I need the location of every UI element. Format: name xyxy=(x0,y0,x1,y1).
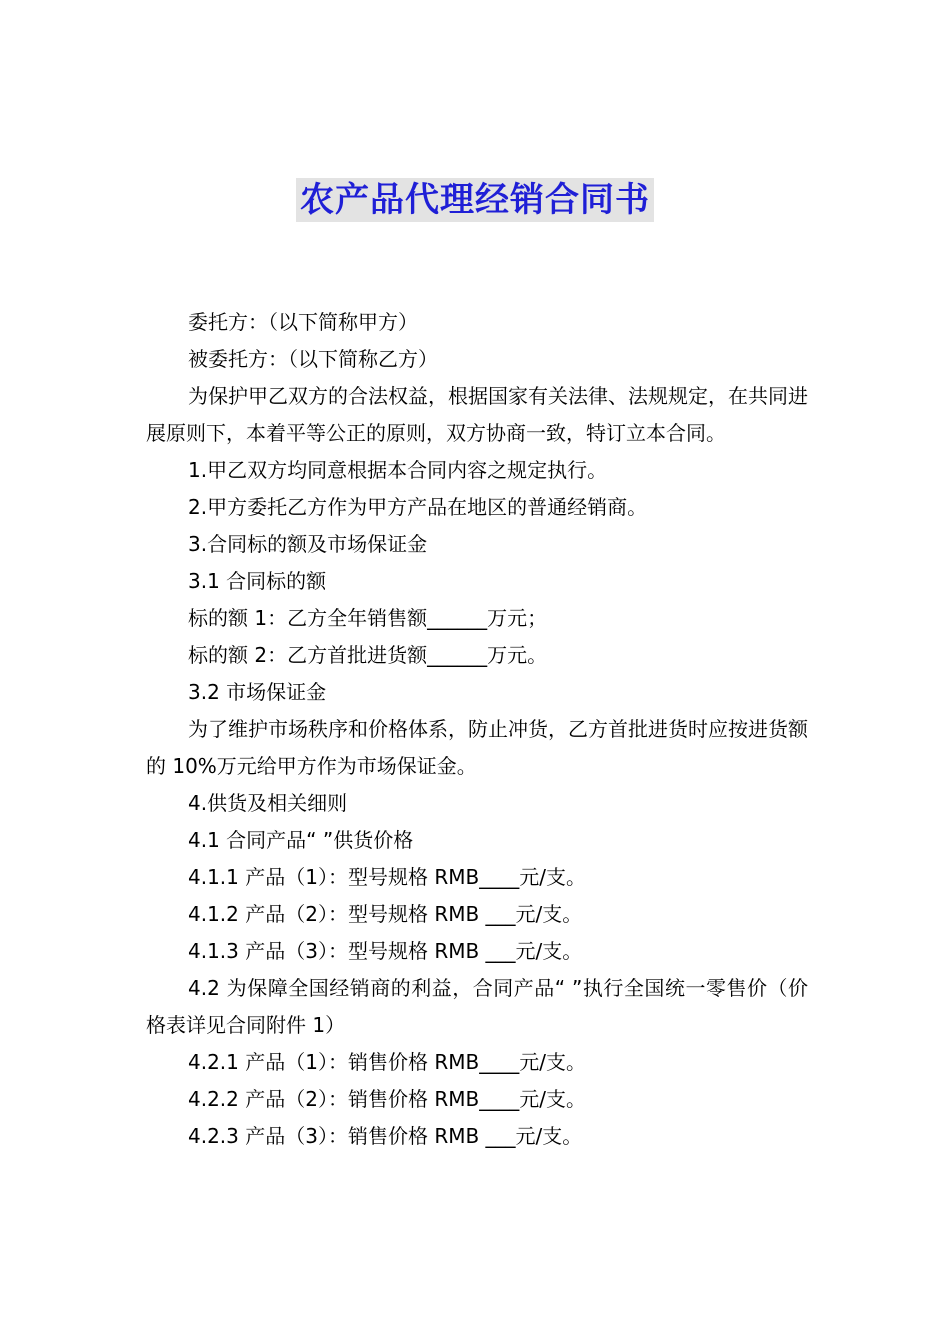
deposit-paragraph: 为了维护市场秩序和价格体系，防止冲货，乙方首批进货时应按进货额的 10%万元给甲方作为市场保证金。 xyxy=(146,717,808,778)
target-amount-2: 标的额 2：乙方首批进货额______万元。 xyxy=(188,643,548,667)
clause-3: 3.合同标的额及市场保证金 xyxy=(188,532,428,556)
clause-4-2-3: 4.2.3 产品（3）：销售价格 RMB ___元/支。 xyxy=(188,1124,583,1148)
clause-3-2: 3.2 市场保证金 xyxy=(188,680,327,704)
clause-4-1-1: 4.1.1 产品（1）：型号规格 RMB____元/支。 xyxy=(188,865,586,889)
clause-1: 1.甲乙双方均同意根据本合同内容之规定执行。 xyxy=(188,458,608,482)
paragraph-agent: 被委托方：（以下简称乙方） xyxy=(188,347,438,371)
clause-4-1-2: 4.1.2 产品（2）：型号规格 RMB ___元/支。 xyxy=(188,902,583,926)
document-body xyxy=(146,304,808,1155)
clause-4-2-1: 4.2.1 产品（1）：销售价格 RMB____元/支。 xyxy=(188,1050,586,1074)
paragraph-preamble: 为保护甲乙双方的合法权益，根据国家有关法律、法规规定，在共同进展原则下，本着平等公正的原则，双方协商一致，特订立本合同。 xyxy=(146,384,808,445)
clause-4-2-2: 4.2.2 产品（2）：销售价格 RMB____元/支。 xyxy=(188,1087,586,1111)
title-container xyxy=(0,178,950,222)
clause-4-1-3: 4.1.3 产品（3）：型号规格 RMB ___元/支。 xyxy=(188,939,583,963)
paragraph-principal: 委托方：（以下简称甲方） xyxy=(188,310,418,334)
target-amount-1: 标的额 1：乙方全年销售额______万元； xyxy=(188,606,548,630)
clause-4: 4.供货及相关细则 xyxy=(188,791,348,815)
document-title: 农产品代理经销合同书 xyxy=(296,178,654,222)
clause-3-1: 3.1 合同标的额 xyxy=(188,569,327,593)
clause-2: 2.甲方委托乙方作为甲方产品在地区的普通经销商。 xyxy=(188,495,648,519)
clause-4-2: 4.2 为保障全国经销商的利益，合同产品“ ”执行全国统一零售价（价格表详见合同附件 1） xyxy=(146,976,808,1037)
clause-4-1: 4.1 合同产品“ ”供货价格 xyxy=(188,828,414,852)
